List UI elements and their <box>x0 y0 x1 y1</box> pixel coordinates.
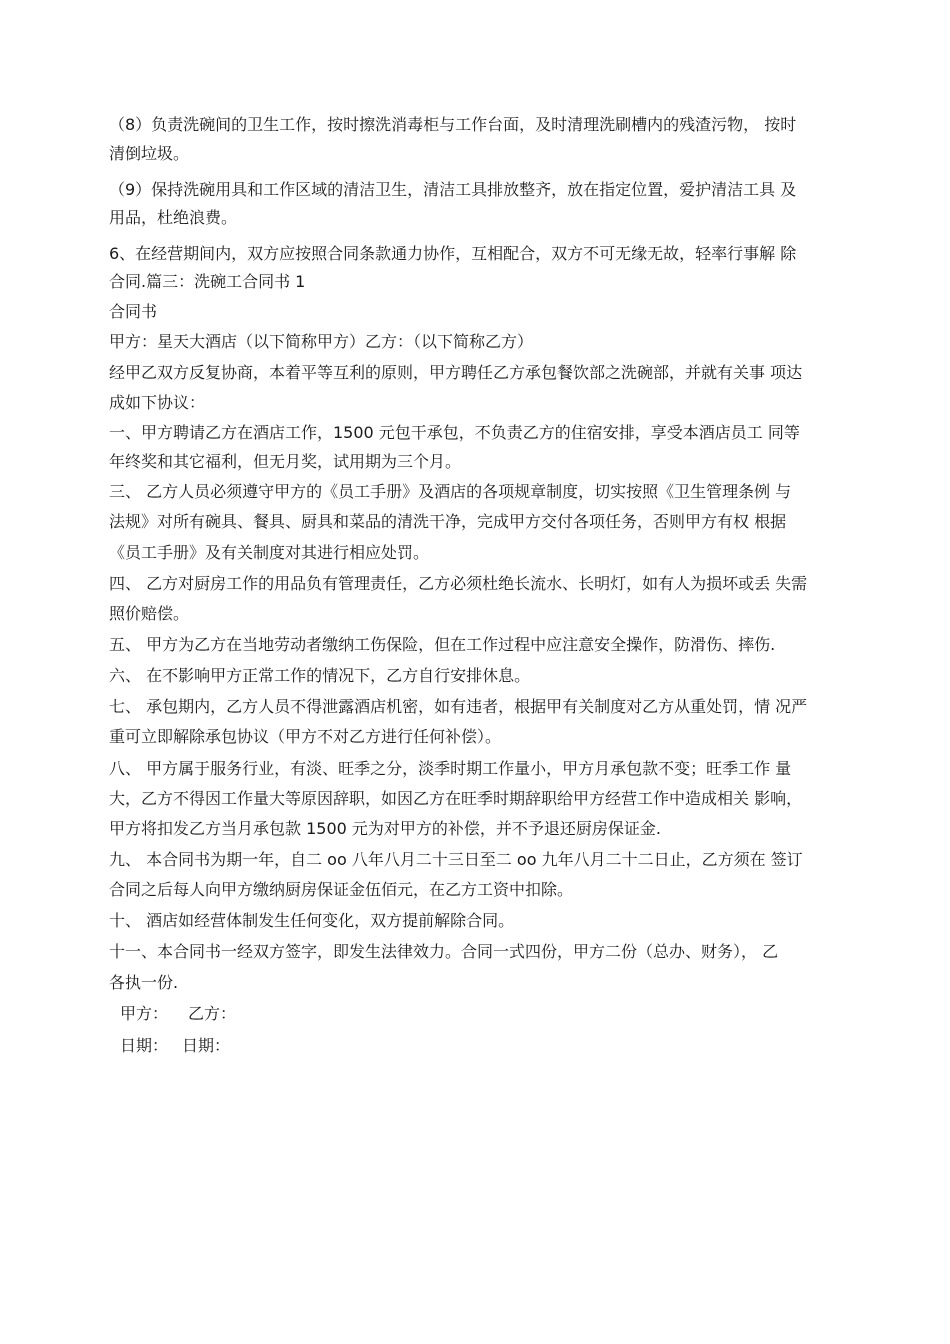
text-line: 清倒垃圾。 <box>109 144 190 163</box>
text-line: （9）保持洗碗用具和工作区域的清洁卫生，清洁工具排放整齐，放在指定位置，爱护清洁工具 及 <box>109 180 797 199</box>
text-line: 六、 在不影响甲方正常工作的情况下，乙方自行安排休息。 <box>109 666 531 685</box>
text-line: 用品，杜绝浪费。 <box>109 208 238 227</box>
text-line: 五、 甲方为乙方在当地劳动者缴纳工伤保险，但在工作过程中应注意安全操作，防滑伤、摔伤. <box>109 635 776 654</box>
text-line: 合同之后每人向甲方缴纳厨房保证金伍佰元，在乙方工资中扣除。 <box>109 880 574 899</box>
text-line: 大，乙方不得因工作量大等原因辞职，如因乙方在旺季时期辞职给甲方经营工作中造成相关 影响， <box>109 789 803 808</box>
text-line: 《员工手册》及有关制度对其进行相应处罚。 <box>109 543 430 562</box>
text-line: 重可立即解除承包协议（甲方不对乙方进行任何补偿）。 <box>109 727 502 746</box>
text-line: 四、 乙方对厨房工作的用品负有管理责任，乙方必须杜绝长流水、长明灯，如有人为损坏或丢 失需 <box>109 574 808 593</box>
text-line: 甲方：星天大酒店（以下简称甲方）乙方：（以下简称乙方） <box>109 332 534 351</box>
text-line: 各执一份. <box>109 973 179 992</box>
text-line: 七、 承包期内，乙方人员不得泄露酒店机密，如有违者，根据甲有关制度对乙方从重处罚，情 况严 <box>109 697 808 716</box>
text-line: （8）负责洗碗间的卫生工作，按时擦洗消毒柜与工作台面，及时清理洗刷槽内的残渣污物， 按时 <box>109 115 797 134</box>
date-party-b-label: 日期： <box>182 1036 231 1055</box>
signature-party-a-label: 甲方： <box>120 1004 169 1023</box>
text-line: 甲方将扣发乙方当月承包款 1500 元为对甲方的补偿，并不予退还厨房保证金. <box>109 819 661 838</box>
text-line: 三、 乙方人员必须遵守甲方的《员工手册》及酒店的各项规章制度，切实按照《卫生管理条例 与 <box>109 482 792 501</box>
text-line: 合同.篇三：洗碗工合同书 1 <box>109 272 306 291</box>
text-line: 成如下协议： <box>109 393 206 412</box>
text-line: 十一、本合同书一经双方签字，即发生法律效力。合同一式四份，甲方二份（总办、财务）， 乙 <box>109 942 779 961</box>
text-line: 十、 酒店如经营体制发生任何变化，双方提前解除合同。 <box>109 911 515 930</box>
text-line: 6、在经营期间内，双方应按照合同条款通力协作，互相配合，双方不可无缘无故，轻率行事解 除 <box>109 244 797 263</box>
heading: 合同书 <box>109 302 158 321</box>
signature-party-b-label: 乙方： <box>188 1004 237 1023</box>
text-line: 年终奖和其它福利，但无月奖，试用期为三个月。 <box>109 452 462 471</box>
text-line: 九、 本合同书为期一年，自二 oo 八年八月二十三日至二 oo 九年八月二十二日止，乙方须在 签订 <box>109 850 803 869</box>
text-line: 八、 甲方属于服务行业，有淡、旺季之分，淡季时期工作量小，甲方月承包款不变；旺季工作 量 <box>109 759 792 778</box>
text-line: 法规》对所有碗具、餐具、厨具和菜品的清洗干净，完成甲方交付各项任务，否则甲方有权 根据 <box>109 512 787 531</box>
text-line: 一、甲方聘请乙方在酒店工作，1500 元包干承包，不负责乙方的住宿安排，享受本酒店员工 同等 <box>109 423 800 442</box>
text-line: 照价赔偿。 <box>109 604 190 623</box>
text-line: 经甲乙双方反复协商，本着平等互利的原则，甲方聘任乙方承包餐饮部之洗碗部，并就有关事 项达 <box>109 363 803 382</box>
date-party-a-label: 日期： <box>120 1036 169 1055</box>
